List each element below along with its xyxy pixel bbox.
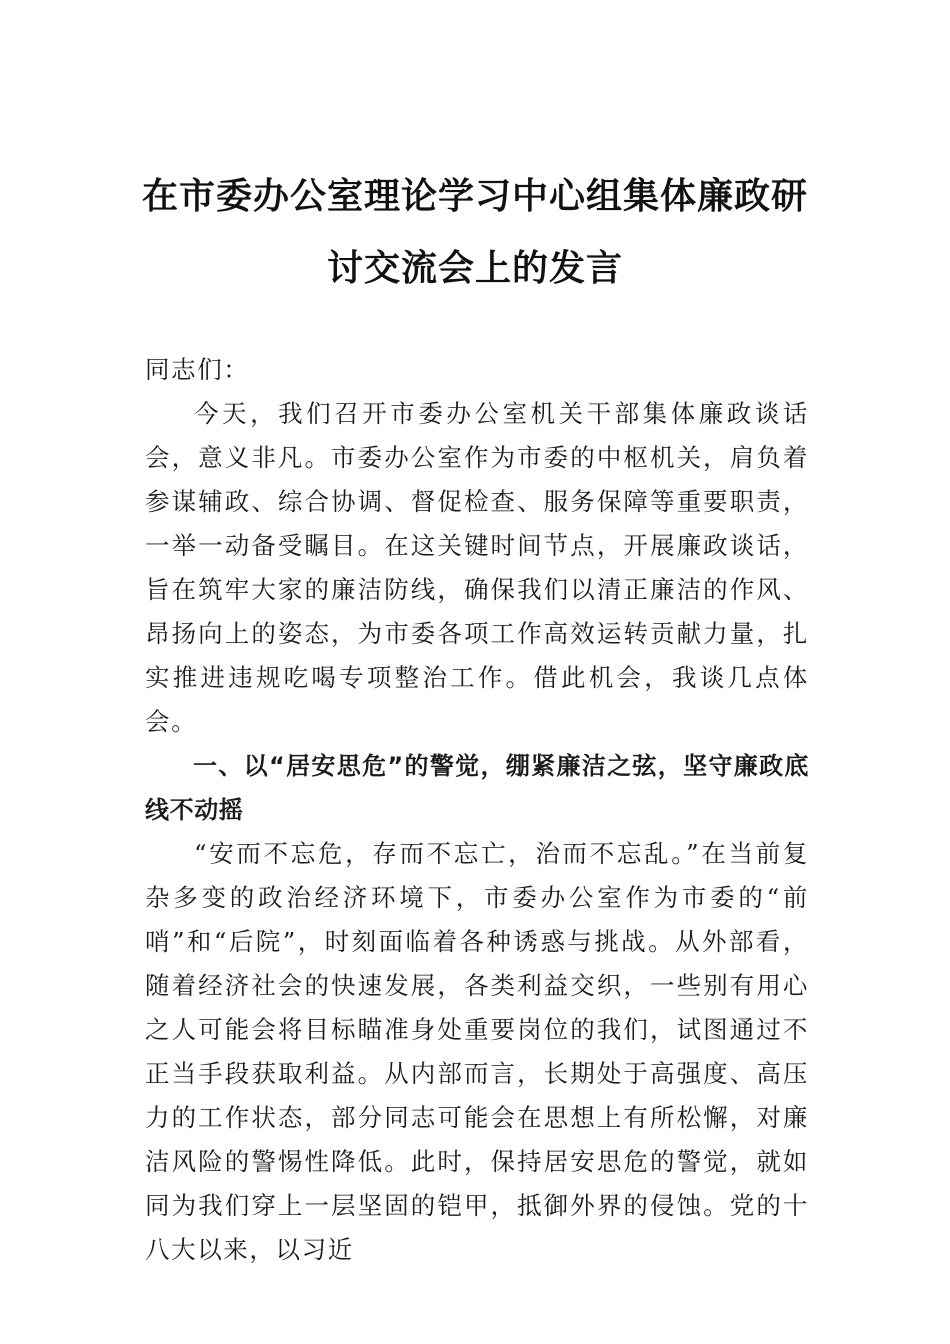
document-title <box>100 160 850 304</box>
salutation: 同志们： <box>145 355 250 384</box>
section-heading-1: 一、以“居安思危”的警觉，绷紧廉洁之弦，坚守廉政底线不动摇 <box>145 752 809 824</box>
document-body <box>145 348 809 1272</box>
title-line-1: 在市委办公室理论学习中心组集体廉政研 <box>141 175 808 217</box>
title-line-2: 讨交流会上的发言 <box>326 247 623 289</box>
paragraph-intro: 今天，我们召开市委办公室机关干部集体廉政谈话会，意义非凡。市委办公室作为市委的中枢机关，肩负着参谋辅政、综合协调、督促检查、服务保障等重要职责，一举一动备受瞩目。在这关键时间节点，开展廉政谈话，旨在筑牢大家的廉洁防线，确保我们以清正廉洁的作风、昂扬向上的姿态，为市委各项工作高效运转贡献力量，扎实推进违规吃喝专项整治工作。借此机会，我谈几点体会。 <box>145 399 809 736</box>
paragraph-section-1: “安而不忘危，存而不忘亡，治而不忘乱。”在当前复杂多变的政治经济环境下，市委办公室作为市委的“前哨”和“后院”，时刻面临着各种诱惑与挑战。从外部看，随着经济社会的快速发展，各类利益交织，一些别有用心之人可能会将目标瞄准身处重要岗位的我们，试图通过不正当手段获取利益。从内部而言，长期处于高强度、高压力的工作状态，部分同志可能会在思想上有所松懈，对廉洁风险的警惕性降低。此时，保持居安思危的警觉，就如同为我们穿上一层坚固的铠甲，抵御外界的侵蚀。党的十八大以来，以习近 <box>145 839 809 1264</box>
